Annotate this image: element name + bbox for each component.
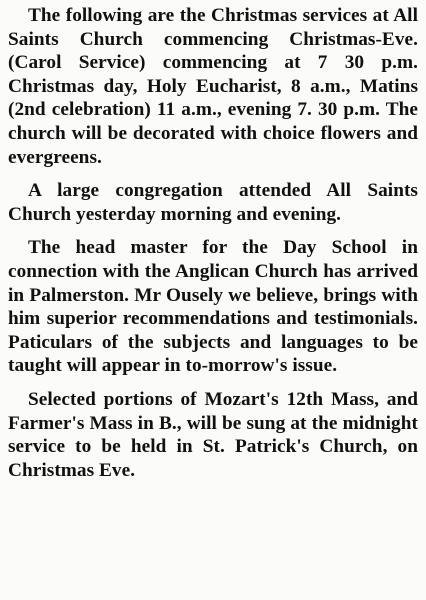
paragraph-congregation: A large congregation attended All Saints Church yesterday morning and evening. — [8, 180, 418, 225]
paragraph-head-master: The head master for the Day School in connection with the Anglican Church has arrived in Palmerston. Mr Ousely we believe, brings with him superior recommendations and testimonials. Paticulars of the subjects and languages to be taught will appear in to-morrow's issue. — [8, 237, 418, 377]
paragraph-christmas-services: The following are the Christmas services at All Saints Church commencing Christmas-Eve. (Carol Service) commencing at 7 30 p.m. Christmas day, Holy Eucharist, 8 a.m., Matins (2nd celebration) 11 a.m., evening 7. 30 p.m. The church will be decorated with choice flowers and evergreens. — [8, 5, 418, 168]
paragraph-mozart-mass: Selected portions of Mozart's 12th Mass, and Farmer's Mass in B., will be sung at the midnight service to be held in St. Patrick's Church, on Christmas Eve. — [8, 388, 418, 481]
